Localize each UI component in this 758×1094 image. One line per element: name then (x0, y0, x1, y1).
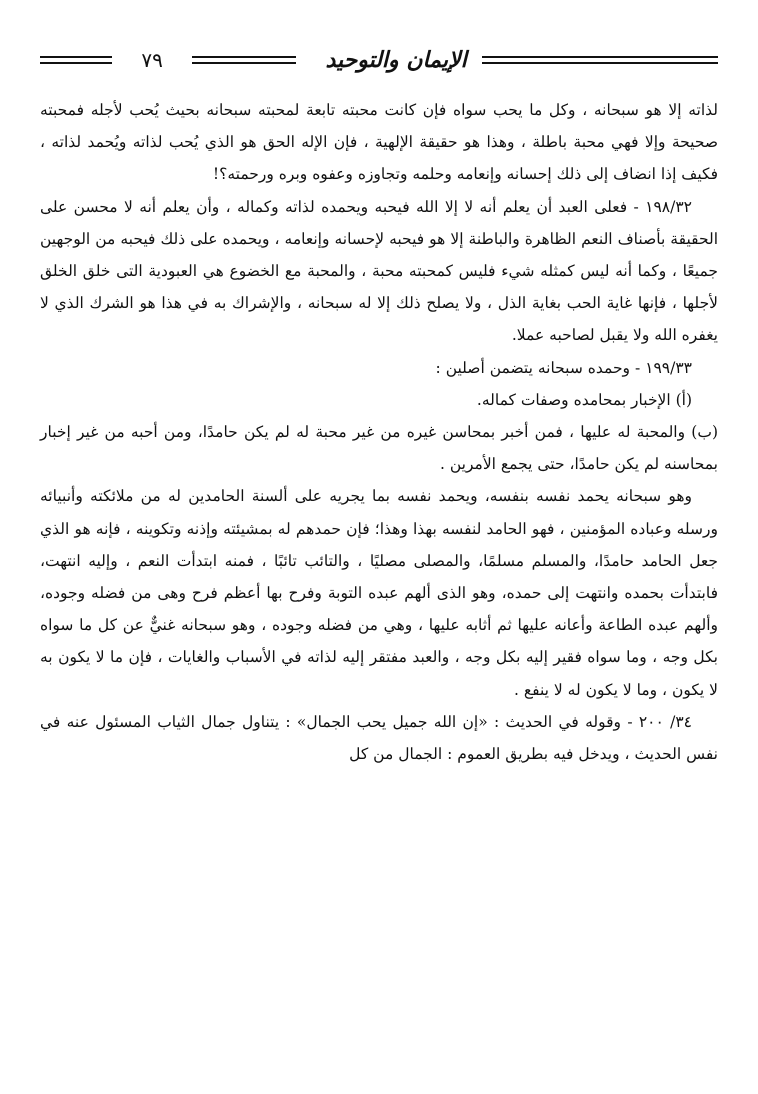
running-header (40, 40, 718, 80)
paragraph-1: لذاته إلا هو سبحانه ، وكل ما يحب سواه فإن كانت محبته تابعة لمحبته سبحانه بحيث يُحب لأجله فمحبته صحيحة وإلا فهي محبة باطلة ، وهذا هو حقيقة الإلهية ، فإن الإله الحق هو الذي يُحب لذاته ويُحمد لذاته ، فكيف إذا انضاف إلى ذلك إحسانه وإنعامه وحلمه وتجاوزه وعفوه وبره ورحمته؟! (40, 101, 718, 184)
paragraph-6: وهو سبحانه يحمد نفسه بنفسه، ويحمد نفسه بما يجريه على ألسنة الحامدين له من ملائكته وأنبيائه ورسله وعباده المؤمنين ، فهو الحامد لنفسه بهذا وهذا؛ فإن حمدهم له بمشيئته وإذنه وتكوينه ، فإنه هو الذي جعل الحامد حامدًا، والمسلم مسلمًا، والمصلى مصليًا ، والتائب تائبًا ، فمنه ابتدأت النعم ، وإليه انتهت، فابتدأت بحمده وانتهت إلى حمده، وهو الذى ألهم عبده التوبة وفرح بها أعظم فرح وهى من فضله وجوده، وألهم عبده الطاعة وأعانه عليها ثم أثابه عليها ، وهي من فضله وجوده ، وهو سبحانه غنيٌّ عن كل ما سواه بكل وجه ، وما سواه فقير إليه بكل وجه ، والعبد مفتقر إليه لذاته في الأسباب والغايات ، فإن ما لا يكون به لا يكون ، وما لا يكون له لا ينفع . (40, 487, 718, 699)
header-rule-middle (192, 56, 296, 64)
paragraph-2: ١٩٨/٣٢ - فعلى العبد أن يعلم أنه لا إلا الله فيحبه ويحمده لذاته وكماله ، وأن يعلم أنه لا محسن على الحقيقة بأصناف النعم الظاهرة والباطنة إلا هو فيحبه لإحسانه وإنعامه ، ويحمده على ذلك فيحبه من الوجهين جميعًا ، وكما أنه ليس كمثله شيء فليس كمحبته محبة ، والمحبة مع الخضوع هي العبودية التى خلق الخلق لأجلها ، فإنها غاية الحب بغاية الذل ، ولا يصلح ذلك إلا له سبحانه ، والإشراك به في هذا هو الشرك الذي لا يغفره الله ولا يقبل لصاحبه عملا. (40, 197, 718, 345)
paragraph-4: (أ) الإخبار بمحامده وصفات كماله. (476, 390, 692, 409)
paragraph-7: ٣٤/ ٢٠٠ - وقوله في الحديث : «إن الله جميل يحب الجمال» : يتناول جمال الثياب المسئول عنه في نفس الحديث ، ويدخل فيه بطريق العموم : الجمال من كل (40, 712, 718, 764)
paragraph-5: (ب) والمحبة له عليها ، فمن أخبر بمحاسن غيره من غير محبة له لم يكن حامدًا، ومن أحبه من غير إخبار بمحاسنه لم يكن حامدًا، حتى يجمع الأمرين . (40, 423, 718, 474)
book-page (40, 40, 718, 1050)
page-number: ٧٩ (141, 48, 163, 72)
paragraph-3: ١٩٩/٣٣ - وحمده سبحانه يتضمن أصلين : (435, 358, 692, 377)
header-rule-right (482, 56, 718, 64)
header-title: الإيمان والتوحيد (325, 47, 467, 73)
header-rule-left (40, 56, 112, 64)
page-body (40, 94, 718, 770)
